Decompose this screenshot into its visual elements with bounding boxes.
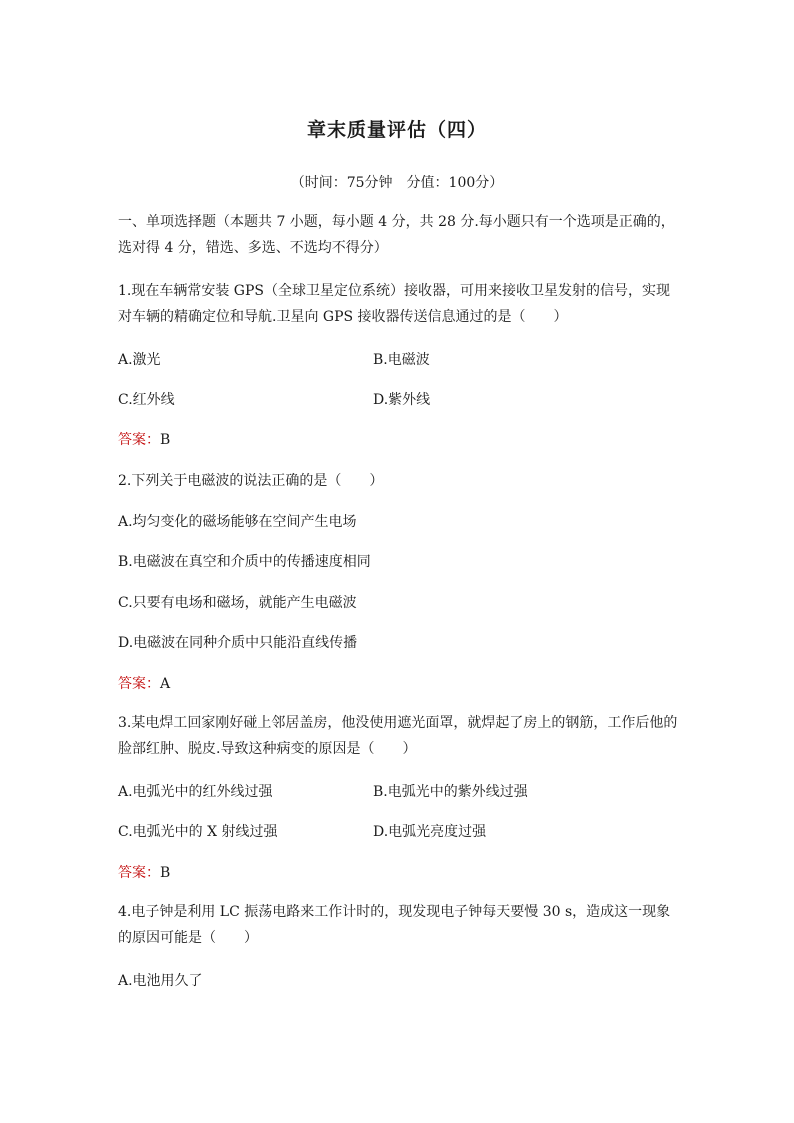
- question-3-answer: [118, 862, 170, 882]
- answer-value: B: [160, 432, 171, 448]
- page-title: 章末质量评估（四）: [306, 119, 487, 141]
- question-1-option-a: A.激光: [118, 352, 161, 368]
- question-2-option-c: C.只要有电场和磁场，就能产生电磁波: [118, 595, 357, 611]
- answer-label: 答案：: [118, 865, 160, 881]
- question-1-option-c: C.红外线: [118, 392, 175, 408]
- answer-label: 答案：: [118, 676, 160, 692]
- question-2-option-a: A.均匀变化的磁场能够在空间产生电场: [118, 514, 357, 530]
- exam-info: （时间：75分钟 分值：100分）: [290, 175, 504, 191]
- question-2-answer: [118, 673, 170, 693]
- question-3-option-d: D.电弧光亮度过强: [373, 824, 487, 840]
- section-heading-label: 一、单项选择题: [118, 214, 216, 230]
- question-2-option-d: D.电磁波在同种介质中只能沿直线传播: [118, 635, 358, 651]
- section-description: （本题共 7 小题，每小题 4 分，共 28 分.每小题只有一个选项是正确的，选对得 4 分，错选、多选、不选均不得分）: [118, 214, 675, 256]
- question-2-stem: 2.下列关于电磁波的说法正确的是（ ）: [118, 473, 384, 489]
- answer-label: 答案：: [118, 432, 160, 448]
- question-1-option-d: D.紫外线: [373, 392, 431, 408]
- question-3-option-b: B.电弧光中的紫外线过强: [373, 784, 528, 800]
- question-1-stem: 1.现在车辆常安装 GPS（全球卫星定位系统）接收器，可用来接收卫星发射的信号，实现对车辆的精确定位和导航.卫星向 GPS 接收器传送信息通过的是（ ）: [118, 283, 670, 325]
- answer-value: B: [160, 865, 171, 881]
- question-1-option-b: B.电磁波: [373, 352, 430, 368]
- answer-value: A: [160, 676, 171, 692]
- question-3-option-c: C.电弧光中的 X 射线过强: [118, 824, 278, 840]
- question-1-answer: [118, 429, 170, 449]
- question-4-stem: 4.电子钟是利用 LC 振荡电路来工作计时的，现发现电子钟每天要慢 30 s，造成这一现象的原因可能是（ ）: [118, 904, 671, 946]
- question-2-option-b: B.电磁波在真空和介质中的传播速度相同: [118, 554, 371, 570]
- question-3-stem: 3.某电焊工回家刚好碰上邻居盖房，他没使用遮光面罩，就焊起了房上的钢筋，工作后他的脸部红肿、脱皮.导致这种病变的原因是（ ）: [118, 715, 678, 757]
- section-heading: [118, 209, 678, 261]
- question-4-option-a: A.电池用久了: [118, 973, 203, 989]
- question-3-option-a: A.电弧光中的红外线过强: [118, 784, 273, 800]
